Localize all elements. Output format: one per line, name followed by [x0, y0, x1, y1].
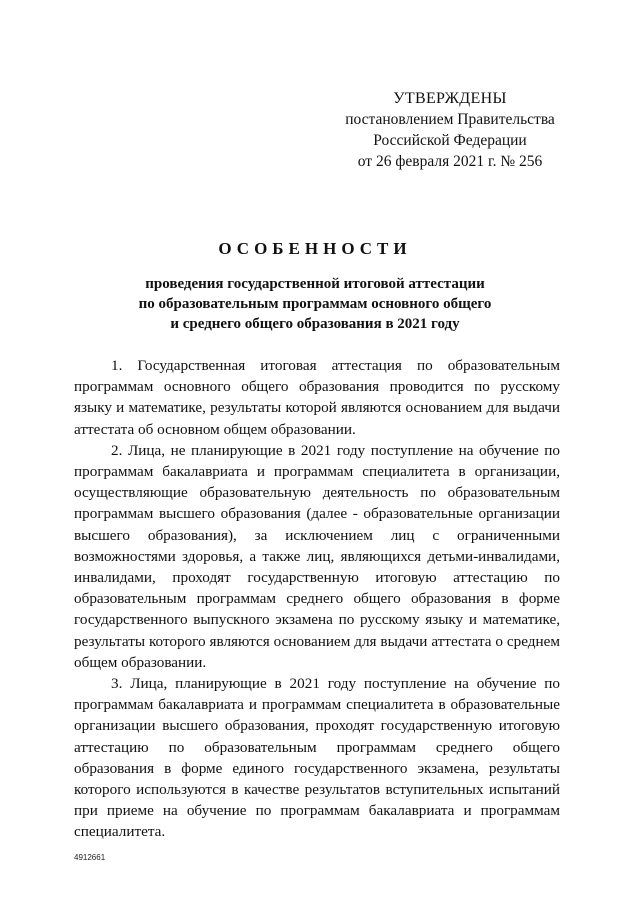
paragraph-2: 2. Лица, не планирующие в 2021 году поступление на обучение по программам бакалавриата и программам специалитета в организации, осуществляющие образовательную деятельность по образовательным программам высшего образования (далее - образовательные организации высшего образования), за исключением лиц с ограниченными возможностями здоровья, а также лиц, являющихся детьми-инвалидами, инвалидами, проходят государственную итоговую аттестацию по образовательным программам среднего общего образования в форме государственного выпускного экзамена по русскому языку и математике, результаты которого являются основанием для выдачи аттестата о среднем общем образовании.	[74, 441, 560, 671]
approval-line-3: от 26 февраля 2021 г. № 256	[357, 153, 543, 170]
paragraph-1: 1. Государственная итоговая аттестация по образовательным программам основного общего образования проводится по русскому языку и математике, результаты которой являются основанием для выдачи аттестата об основном общем образовании.	[74, 357, 560, 438]
document-subtitle-line-2: по образовательным программам основного общего	[138, 296, 492, 312]
document-code: 4912661	[74, 853, 106, 862]
approval-heading: УТВЕРЖДЕНЫ	[393, 90, 507, 107]
paragraph-3: 3. Лица, планирующие в 2021 году поступление на обучение по программам бакалавриата и программам специалитета в образовательные организации высшего образования, проходят государственную итоговую аттестацию по образовательным программам среднего общего образования в форме единого государственного экзамена, результаты которого используются в качестве результатов вступительных испытаний при приеме на обучение по программам бакалавриата и программам специалитета.	[74, 675, 560, 841]
document-title-block	[70, 238, 560, 334]
document-body	[74, 355, 560, 843]
approval-line-1: постановлением Правительства	[345, 111, 555, 128]
document-title: ОСОБЕННОСТИ	[218, 239, 412, 258]
approval-line-2: Российской Федерации	[373, 132, 527, 149]
document-subtitle-line-3: и среднего общего образования в 2021 году	[170, 316, 460, 332]
approval-stamp	[300, 88, 600, 172]
document-subtitle-line-1: проведения государственной итоговой аттестации	[145, 276, 485, 292]
